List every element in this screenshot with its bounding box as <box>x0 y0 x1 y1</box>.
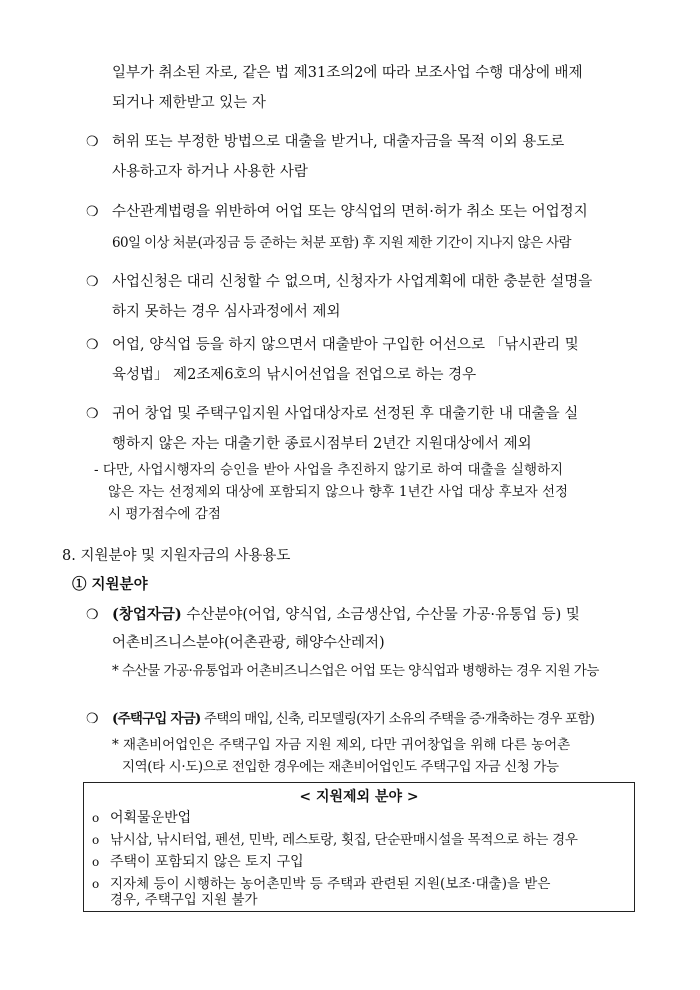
term-text: 주택의 매입, 신축, 리모델링(자기 소유의 주택을 증·개축하는 경우 포함) <box>200 711 595 727</box>
box-item: 어획물운반업 <box>110 810 192 826</box>
exclusion-box <box>83 782 635 912</box>
text-line: 수산관계법령을 위반하여 어업 또는 양식업의 면허·허가 취소 또는 어업정지 <box>112 204 588 220</box>
note-line: * 수산물 가공·유통업과 어촌비즈니스업은 어업 또는 양식업과 병행하는 경우 지원 가능 <box>112 663 599 679</box>
circle-bullet-icon: ❍ <box>86 711 99 727</box>
box-item-continuation: 경우, 주택구입 지원 불가 <box>110 892 258 908</box>
text-line: 사용하고자 하거나 사용한 사람 <box>112 164 308 180</box>
circle-bullet-icon: ❍ <box>86 406 99 422</box>
note-line: 않은 자는 선정제외 대상에 포함되지 않으나 향후 1년간 사업 대상 후보자 선정 <box>108 484 569 500</box>
box-title: < 지원제외 분야 > <box>299 789 419 805</box>
text-line: 하지 못하는 경우 심사과정에서 제외 <box>112 304 341 320</box>
note-line: 시 평가점수에 감점 <box>108 506 221 522</box>
note-line: - 다만, 사업시행자의 승인을 받아 사업을 추진하지 않기로 하여 대출을 실행하지 <box>94 462 564 478</box>
box-item: 지자체 등이 시행하는 농어촌민박 등 주택과 관련된 지원(보조·대출)을 받은 <box>110 876 551 892</box>
text-line: 어업, 양식업 등을 하지 않으면서 대출받아 구입한 어선으로 「낚시관리 및 <box>112 337 579 353</box>
text-line: 되거나 제한받고 있는 자 <box>112 95 266 111</box>
text-line: 일부가 취소된 자로, 같은 법 제31조의2에 따라 보조사업 수행 대상에 배제 <box>112 65 583 81</box>
text-line: 행하지 않은 자는 대출기한 종료시점부터 2년간 지원대상에서 제외 <box>112 436 532 452</box>
term-label: (주택구입 자금) <box>112 711 201 727</box>
circle-bullet-icon: ❍ <box>86 204 99 220</box>
small-circle-bullet-icon: o <box>92 833 100 847</box>
small-circle-bullet-icon: o <box>92 811 100 825</box>
text-line <box>112 604 580 626</box>
box-item: 낚시삽, 낚시터업, 펜션, 민박, 레스토랑, 횟집, 단순판매시설을 목적으로 하는 경우 <box>110 832 578 848</box>
small-circle-bullet-icon: o <box>92 855 100 869</box>
text-line: 귀어 창업 및 주택구입지원 사업대상자로 선정된 후 대출기한 내 대출을 실 <box>112 406 579 422</box>
text-line: 어촌비즈니스분야(어촌관광, 해양수산레저) <box>112 635 385 651</box>
circle-bullet-icon: ❍ <box>86 274 99 290</box>
text-line: 사업신청은 대리 신청할 수 없으며, 신청자가 사업계획에 대한 충분한 설명을 <box>112 274 593 290</box>
text-line <box>112 708 594 730</box>
section-heading: 8. 지원분야 및 지원자금의 사용용도 <box>62 548 291 564</box>
note-line: 지역(타 시·도)으로 전입한 경우에는 재촌비어업인도 주택구입 자금 신청 가능 <box>122 759 559 775</box>
note-line: * 재촌비어업인은 주택구입 자금 지원 제외, 다만 귀어창업을 위해 다른 농어촌 <box>112 737 571 753</box>
subsection-heading: ① 지원분야 <box>72 576 148 593</box>
term-label: (창업자금) <box>112 606 182 623</box>
circle-bullet-icon: ❍ <box>86 337 99 353</box>
term-text: 수산분야(어업, 양식업, 소금생산업, 수산물 가공·유통업 등) 및 <box>181 607 580 623</box>
text-line: 허위 또는 부정한 방법으로 대출을 받거나, 대출자금을 목적 이외 용도로 <box>112 134 565 150</box>
text-line: 60일 이상 처분(과징금 등 준하는 처분 포함) 후 지원 제한 기간이 지나지 않은 사람 <box>112 235 571 251</box>
circle-bullet-icon: ❍ <box>86 607 99 623</box>
box-item: 주택이 포함되지 않은 토지 구입 <box>110 854 304 870</box>
small-circle-bullet-icon: o <box>92 877 100 891</box>
text-line: 육성법」 제2조제6호의 낚시어선업을 전업으로 하는 경우 <box>112 367 477 383</box>
circle-bullet-icon: ❍ <box>86 134 99 150</box>
